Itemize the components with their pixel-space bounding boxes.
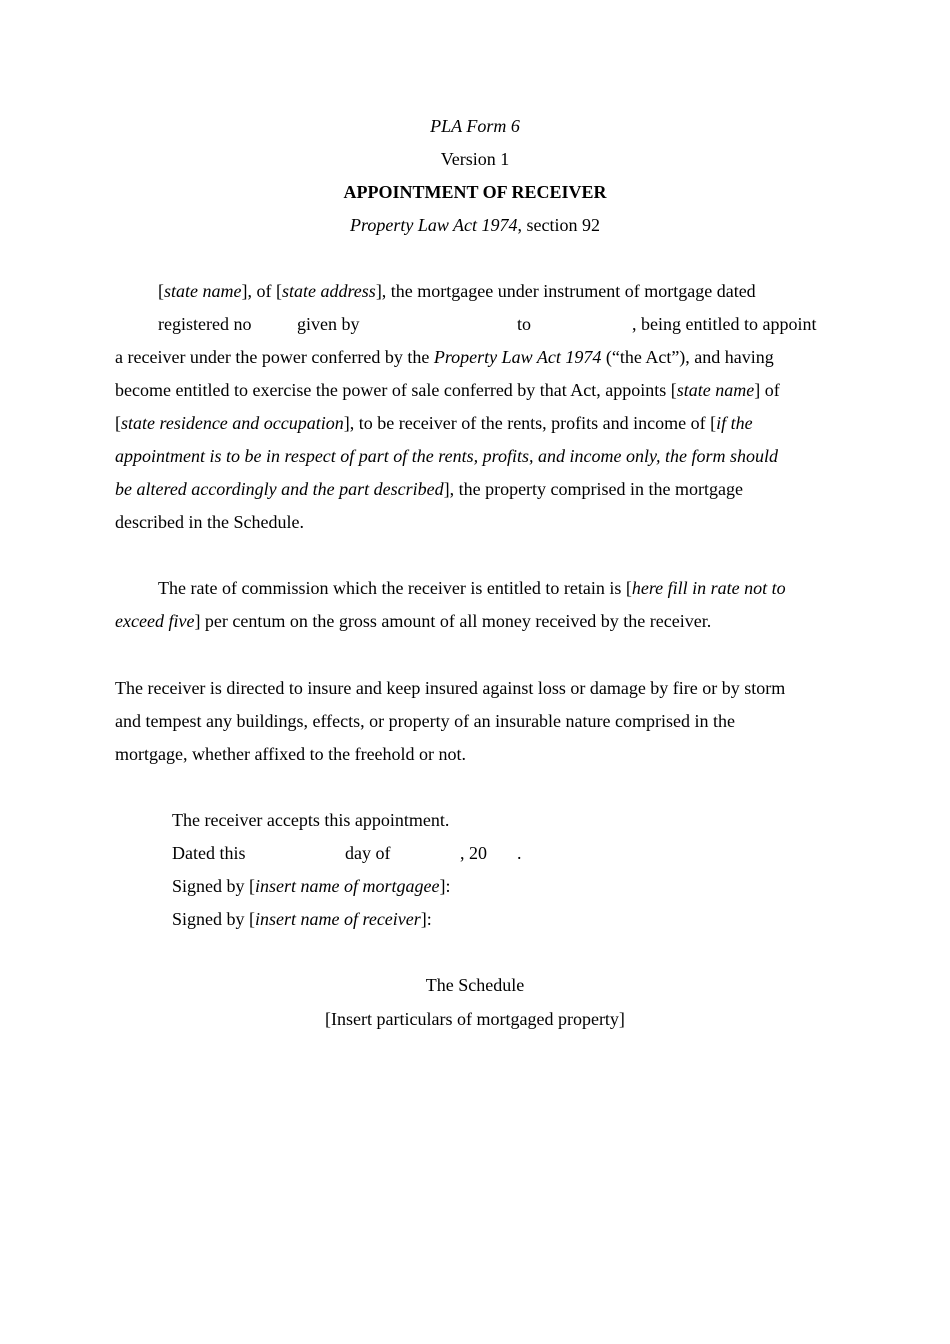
para3-line2: and tempest any buildings, effects, or property of an insurable nature comprised in the [115, 711, 735, 731]
date-period: . [517, 843, 522, 863]
form-name [0, 115, 950, 137]
placeholder-residence: state residence and occupation [121, 413, 344, 433]
text: The rate of commission which the receiver is entitled to retain is [ [158, 578, 632, 598]
signed-by-mortgagee [172, 875, 450, 897]
schedule-particulars: [Insert particulars of mortgaged property] [325, 1009, 625, 1029]
text: [ [115, 413, 121, 433]
text: a receiver under the power conferred by the [115, 347, 434, 367]
para3-line3: mortgage, whether affixed to the freehold or not. [115, 744, 467, 764]
instruction-text: be altered accordingly and the part described [115, 479, 444, 499]
year-prefix: , 20 [460, 843, 487, 863]
instruction-text: exceed five [115, 611, 195, 631]
para3-line1: The receiver is directed to insure and keep insured against loss or damage by fire or by storm [115, 678, 786, 698]
para1-entitled: , being entitled to appoint [632, 314, 817, 334]
act-section: , section 92 [517, 215, 600, 235]
text: ], the mortgagee under instrument of mortgage dated [375, 281, 756, 301]
document-title: APPOINTMENT OF RECEIVER [343, 182, 607, 202]
instruction-text: here fill in rate not to [631, 578, 786, 598]
text: Signed by [ [172, 909, 255, 929]
placeholder-mortgagee-name: insert name of mortgagee [255, 876, 440, 896]
signed-by-receiver [172, 908, 432, 930]
act-name: Property Law Act 1974 [350, 215, 518, 235]
form-name-text: PLA Form 6 [430, 116, 520, 136]
text: ] of [754, 380, 780, 400]
day-of: day of [345, 843, 391, 863]
receiver-accepts: The receiver accepts this appointment. [172, 810, 450, 830]
text: [ [158, 281, 164, 301]
para1-line8: described in the Schedule. [115, 512, 304, 532]
para1-given-by: given by [297, 314, 360, 334]
text: ]: [420, 909, 432, 929]
para2-line2 [115, 610, 711, 632]
para1-line1 [158, 280, 756, 302]
para1-to: to [517, 314, 532, 334]
placeholder-state-address: state address [281, 281, 376, 301]
para1-line3 [115, 346, 774, 368]
text: ] per centum on the gross amount of all money received by the receiver. [194, 611, 712, 631]
form-version: Version 1 [440, 149, 510, 169]
para1-registered-no: registered no [158, 314, 252, 334]
text: (“the Act”), and having [601, 347, 774, 367]
dated-this: Dated this [172, 843, 246, 863]
para2-line1 [158, 577, 786, 599]
act-name-inline: Property Law Act 1974 [433, 347, 602, 367]
placeholder-state-name: state name [164, 281, 242, 301]
text: ]: [439, 876, 451, 896]
act-reference [0, 214, 950, 236]
para1-line7 [115, 478, 743, 500]
text: ], to be receiver of the rents, profits and income of [ [343, 413, 717, 433]
schedule-title: The Schedule [425, 975, 525, 995]
instruction-text: appointment is to be in respect of part of the rents, profits, and income only, the form should [115, 446, 778, 466]
placeholder-receiver-name: insert name of receiver [255, 909, 421, 929]
placeholder-state-name: state name [676, 380, 755, 400]
text: become entitled to exercise the power of sale conferred by that Act, appoints [ [115, 380, 677, 400]
text: Signed by [ [172, 876, 255, 896]
text: ], of [ [241, 281, 282, 301]
para1-line5 [115, 412, 753, 434]
text: ], the property comprised in the mortgage [443, 479, 744, 499]
para1-line4 [115, 379, 780, 401]
instruction-text: if the [716, 413, 753, 433]
para1-line6 [115, 445, 778, 467]
